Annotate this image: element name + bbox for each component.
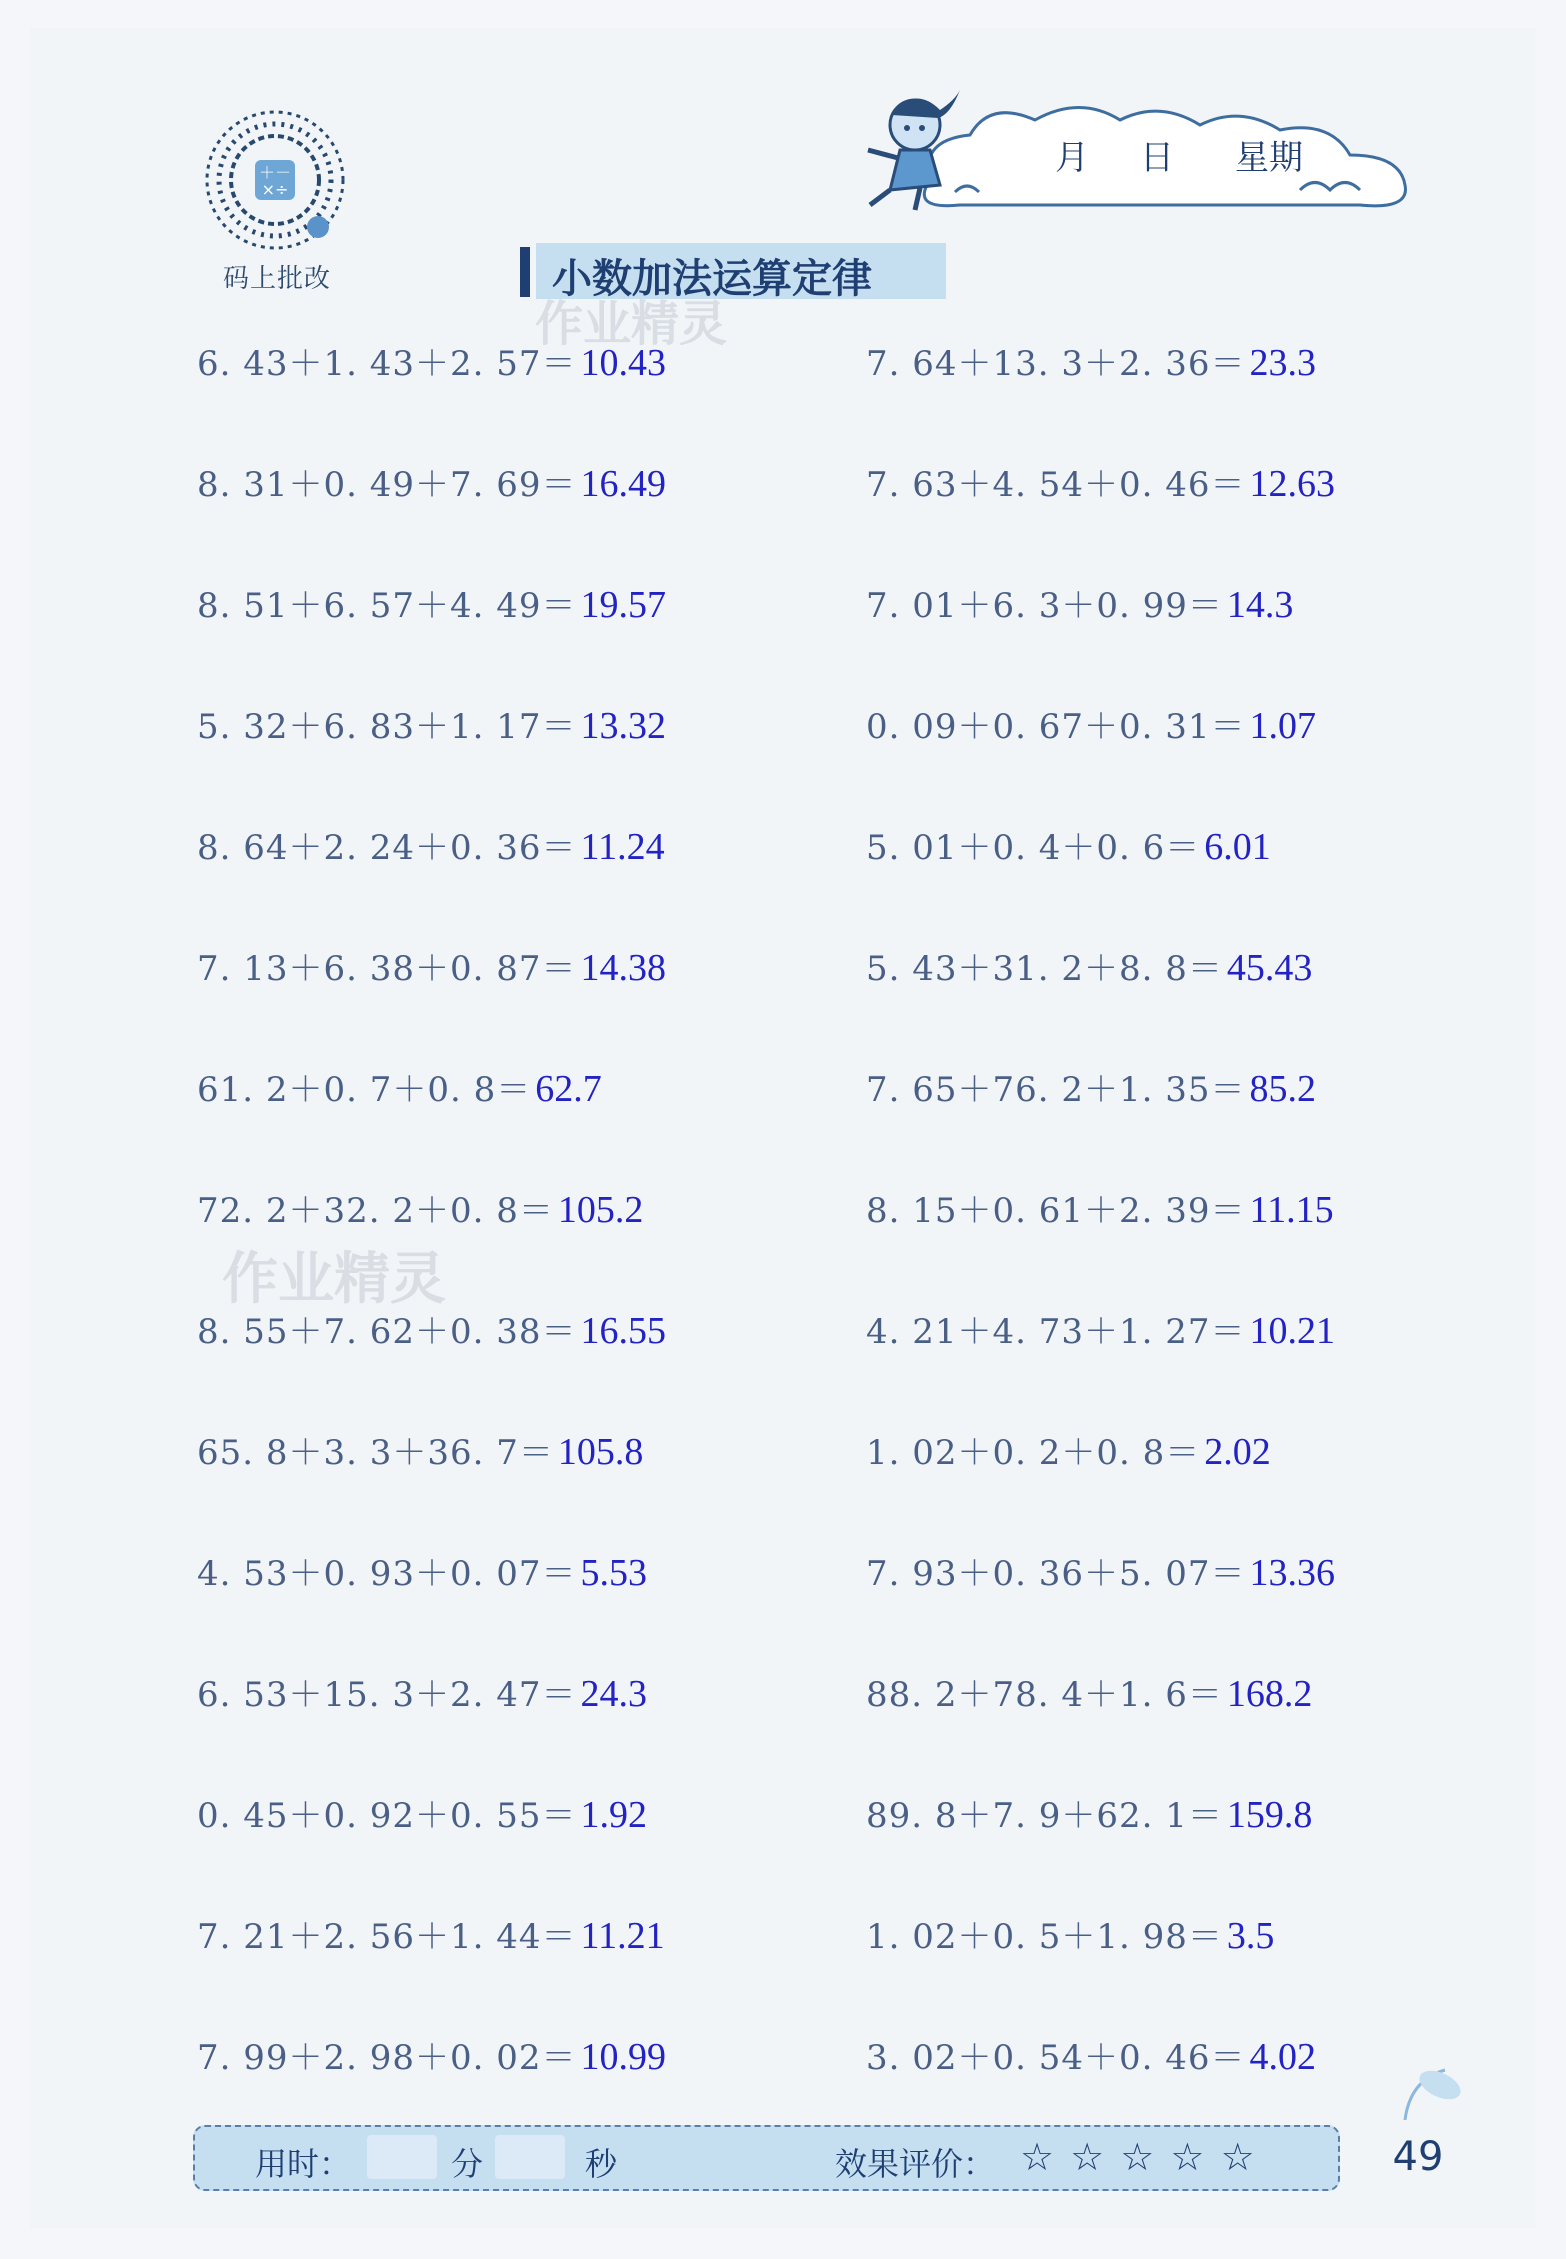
svg-text:＋－: ＋－ [258,163,292,182]
problem-answer[interactable]: 4.02 [1249,2036,1317,2078]
problem-row [197,2030,666,2079]
watermark-middle: 作业精灵 [222,1247,446,1312]
problem-expression: 5. 32＋6. 83＋1. 17＝ [197,707,577,747]
problem-answer[interactable]: 105.2 [557,1189,644,1231]
problem-expression: 3. 02＋0. 54＋0. 46＝ [866,2038,1246,2078]
page-number: 49 [1392,2134,1444,2180]
problem-row [197,699,666,748]
problem-expression: 8. 55＋7. 62＋0. 38＝ [197,1312,577,1352]
footer-bar [193,2125,1340,2191]
date-fields [1055,130,1355,180]
problem-row [197,1304,666,1353]
problem-answer[interactable]: 6.01 [1204,826,1271,868]
problem-answer[interactable]: 19.57 [580,584,667,626]
problem-answer[interactable]: 2.02 [1204,1431,1271,1473]
problem-answer[interactable]: 14.38 [580,947,667,989]
weekday-label: 星期 [1235,138,1303,178]
problem-expression: 1. 02＋0. 2＋0. 8＝ [866,1433,1201,1473]
problem-expression: 7. 13＋6. 38＋0. 87＝ [197,949,577,989]
problem-answer[interactable]: 10.21 [1249,1310,1336,1352]
cherry-decoration-icon [1385,2060,1465,2130]
problem-row [866,941,1312,990]
problem-row [866,1788,1312,1837]
problem-row [197,578,666,627]
time-label: 用时： [255,2145,352,2183]
problem-row [866,1425,1271,1474]
problem-answer[interactable]: 12.63 [1249,463,1336,505]
problem-answer[interactable]: 168.2 [1226,1673,1313,1715]
problem-row [197,941,666,990]
problem-row [866,2030,1316,2079]
problem-expression: 89. 8＋7. 9＋62. 1＝ [866,1796,1223,1836]
problem-answer[interactable]: 159.8 [1226,1794,1313,1836]
problem-expression: 6. 43＋1. 43＋2. 57＝ [197,344,577,384]
problem-row [197,1425,643,1474]
problem-row [866,1183,1334,1232]
problem-answer[interactable]: 23.3 [1249,342,1317,384]
seconds-input[interactable] [495,2135,565,2179]
problem-answer[interactable]: 5.53 [580,1552,648,1594]
problem-row [866,336,1316,385]
problem-expression: 65. 8＋3. 3＋36. 7＝ [197,1433,554,1473]
problem-row [197,1788,647,1837]
month-label: 月 [1055,138,1089,178]
problem-row [866,457,1335,506]
problem-row [197,820,665,869]
problem-answer[interactable]: 13.36 [1249,1552,1336,1594]
problem-row [197,1183,643,1232]
problem-answer[interactable]: 13.32 [580,705,667,747]
problem-expression: 1. 02＋0. 5＋1. 98＝ [866,1917,1223,1957]
problem-expression: 8. 31＋0. 49＋7. 69＝ [197,465,577,505]
problem-expression: 5. 43＋31. 2＋8. 8＝ [866,949,1223,989]
problem-expression: 5. 01＋0. 4＋0. 6＝ [866,828,1201,868]
problem-expression: 88. 2＋78. 4＋1. 6＝ [866,1675,1223,1715]
problem-row [197,457,666,506]
problem-answer[interactable]: 62.7 [535,1068,602,1110]
problem-answer[interactable]: 45.43 [1226,947,1313,989]
problem-row [866,1304,1335,1353]
problem-expression: 0. 09＋0. 67＋0. 31＝ [866,707,1246,747]
seconds-label: 秒 [585,2145,618,2183]
problem-expression: 7. 01＋6. 3＋0. 99＝ [866,586,1223,626]
problem-answer[interactable]: 11.15 [1249,1189,1334,1231]
page-title: 小数加法运算定律 [552,256,872,302]
problem-expression: 7. 63＋4. 54＋0. 46＝ [866,465,1246,505]
problem-expression: 8. 15＋0. 61＋2. 39＝ [866,1191,1246,1231]
problem-answer[interactable]: 14.3 [1226,584,1294,626]
problem-answer[interactable]: 11.21 [580,1915,665,1957]
problem-answer[interactable]: 85.2 [1249,1068,1317,1110]
problem-expression: 7. 93＋0. 36＋5. 07＝ [866,1554,1246,1594]
day-label: 日 [1140,138,1174,178]
problem-row [866,578,1293,627]
problem-answer[interactable]: 105.8 [557,1431,644,1473]
problem-answer[interactable]: 1.07 [1249,705,1317,747]
problem-row [866,1062,1316,1111]
problem-expression: 61. 2＋0. 7＋0. 8＝ [197,1070,532,1110]
problem-expression: 4. 21＋4. 73＋1. 27＝ [866,1312,1246,1352]
problem-answer[interactable]: 24.3 [580,1673,648,1715]
problem-answer[interactable]: 1.92 [580,1794,648,1836]
problem-expression: 7. 64＋13. 3＋2. 36＝ [866,344,1246,384]
problem-expression: 8. 64＋2. 24＋0. 36＝ [197,828,577,868]
problem-answer[interactable]: 10.43 [580,342,667,384]
problem-row [866,1667,1312,1716]
minutes-input[interactable] [367,2135,437,2179]
rating-stars[interactable]: ☆ ☆ ☆ ☆ ☆ [1020,2135,1257,2179]
problem-answer[interactable]: 16.49 [580,463,667,505]
problem-row [197,336,666,385]
problem-answer[interactable]: 10.99 [580,2036,667,2078]
problem-row [197,1546,647,1595]
problem-expression: 8. 51＋6. 57＋4. 49＝ [197,586,577,626]
problem-row [197,1667,647,1716]
qr-caption: 码上批改 [222,264,331,294]
watermark-top: 作业精灵 [535,296,728,352]
problem-expression: 6. 53＋15. 3＋2. 47＝ [197,1675,577,1715]
problem-expression: 0. 45＋0. 92＋0. 55＝ [197,1796,577,1836]
problem-row [866,1546,1335,1595]
problem-row [866,699,1316,748]
problem-row [197,1062,602,1111]
problem-row [866,820,1271,869]
problem-expression: 4. 53＋0. 93＋0. 07＝ [197,1554,577,1594]
problem-expression: 72. 2＋32. 2＋0. 8＝ [197,1191,554,1231]
problem-row [866,1909,1274,1958]
problem-answer[interactable]: 11.24 [580,826,665,868]
problem-expression: 7. 21＋2. 56＋1. 44＝ [197,1917,577,1957]
problem-answer[interactable]: 16.55 [580,1310,667,1352]
problem-row [197,1909,665,1958]
problem-expression: 7. 99＋2. 98＋0. 02＝ [197,2038,577,2078]
qr-code-icon[interactable] [200,105,350,255]
title-accent-bar [520,247,530,297]
problem-answer[interactable]: 3.5 [1226,1915,1275,1957]
minutes-label: 分 [451,2145,484,2183]
svg-text:×÷: ×÷ [261,180,289,199]
problem-expression: 7. 65＋76. 2＋1. 35＝ [866,1070,1246,1110]
rating-label: 效果评价： [835,2145,996,2183]
